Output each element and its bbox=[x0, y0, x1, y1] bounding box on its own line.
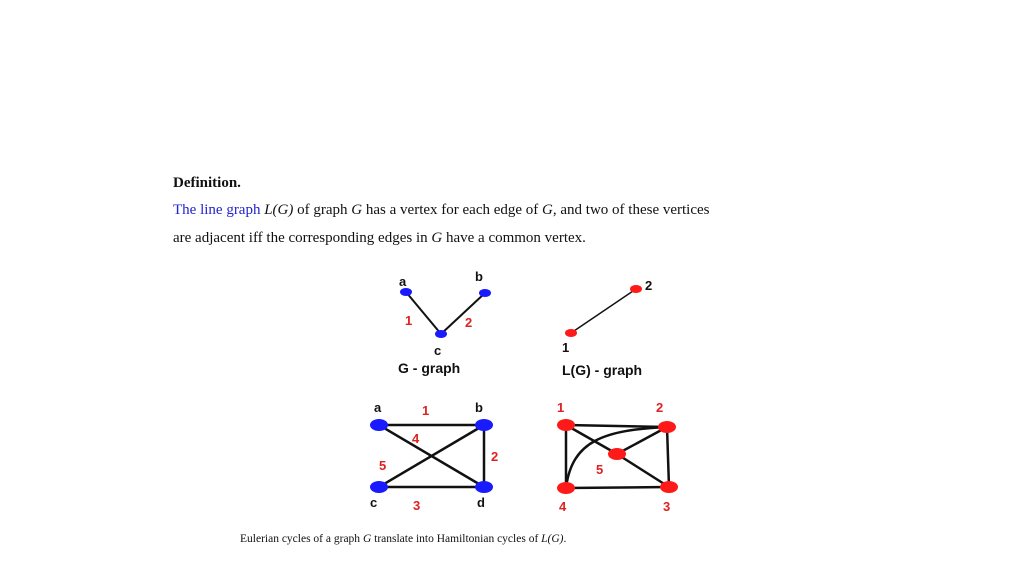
lg-edge-5-3 bbox=[617, 454, 669, 487]
vertex-c bbox=[370, 481, 388, 493]
vertex-label-a: a bbox=[374, 400, 382, 415]
definition-text: has a vertex for each edge of bbox=[362, 202, 543, 218]
lg-vertex-label-5: 5 bbox=[596, 462, 604, 477]
vertex-a bbox=[370, 419, 388, 431]
line-graph-symbol: L(G) bbox=[264, 202, 294, 218]
edge-2 bbox=[441, 293, 485, 334]
definition-title: Definition. bbox=[173, 175, 241, 191]
vertex-label-d: d bbox=[477, 495, 485, 510]
vertex-b bbox=[475, 419, 493, 431]
lg-vertex-3 bbox=[660, 481, 678, 493]
lg-edge-2-3 bbox=[667, 427, 669, 487]
definition-text: are adjacent iff the corresponding edges in bbox=[173, 230, 432, 246]
vertex-a bbox=[400, 288, 412, 296]
vertex-label-b: b bbox=[475, 400, 483, 415]
edge-label-1: 1 bbox=[405, 313, 413, 328]
g-graph-small bbox=[398, 269, 491, 376]
edge-label-5: 5 bbox=[379, 458, 387, 473]
line-graph-symbol: L(G) bbox=[541, 533, 564, 545]
lg-graph-small bbox=[562, 278, 652, 378]
edge-label-3: 3 bbox=[413, 498, 421, 513]
g-graph-title: G - graph bbox=[398, 360, 461, 376]
lg-vertex-2 bbox=[630, 285, 642, 293]
lg-vertex-5 bbox=[608, 448, 626, 460]
lg-edge-1-2 bbox=[566, 425, 667, 427]
lg-vertex-label-2: 2 bbox=[645, 278, 653, 293]
graph-var: G bbox=[362, 533, 372, 545]
caption-text: . bbox=[563, 533, 567, 545]
vertex-d bbox=[475, 481, 493, 493]
graph-var: G bbox=[431, 230, 443, 246]
vertex-label-c: c bbox=[434, 343, 442, 358]
lg-graph-title: L(G) - graph bbox=[562, 362, 643, 378]
graph-var: G bbox=[542, 202, 553, 218]
lg-vertex-2 bbox=[658, 421, 676, 433]
g-graph-complete bbox=[370, 400, 498, 513]
lg-graph-complete bbox=[557, 400, 678, 514]
caption-text: Eulerian cycles of a graph bbox=[240, 533, 363, 545]
lg-vertex-label-1: 1 bbox=[562, 340, 570, 355]
vertex-c bbox=[435, 330, 447, 338]
edge-label-2: 2 bbox=[491, 449, 499, 464]
edge-label-2: 2 bbox=[465, 315, 473, 330]
lg-vertex-4 bbox=[557, 482, 575, 494]
vertex-label-c: c bbox=[370, 495, 378, 510]
lg-vertex-label-3: 3 bbox=[663, 499, 671, 514]
lg-edge bbox=[571, 289, 636, 333]
definition-text: have a common vertex. bbox=[442, 230, 586, 246]
definition-text: , and two of these vertices bbox=[552, 202, 710, 218]
vertex-label-b: b bbox=[475, 269, 483, 284]
caption-text: translate into Hamiltonian cycles of bbox=[371, 533, 542, 545]
lg-vertex-1 bbox=[565, 329, 577, 337]
vertex-b bbox=[479, 289, 491, 297]
lg-vertex-label-4: 4 bbox=[559, 499, 567, 514]
vertex-label-a: a bbox=[399, 274, 407, 289]
lg-edge-4-3 bbox=[566, 487, 669, 488]
edge-label-4: 4 bbox=[412, 431, 420, 446]
figure-caption bbox=[240, 533, 566, 545]
lg-vertex-label-2: 2 bbox=[656, 400, 664, 415]
lg-edge-1-5 bbox=[566, 425, 617, 454]
graph-var: G bbox=[351, 202, 363, 218]
edge-label-1: 1 bbox=[422, 403, 430, 418]
lg-vertex-label-1: 1 bbox=[557, 400, 565, 415]
lg-vertex-1 bbox=[557, 419, 575, 431]
definition-text: of graph bbox=[293, 202, 352, 218]
definition-term: The line graph bbox=[173, 202, 261, 218]
